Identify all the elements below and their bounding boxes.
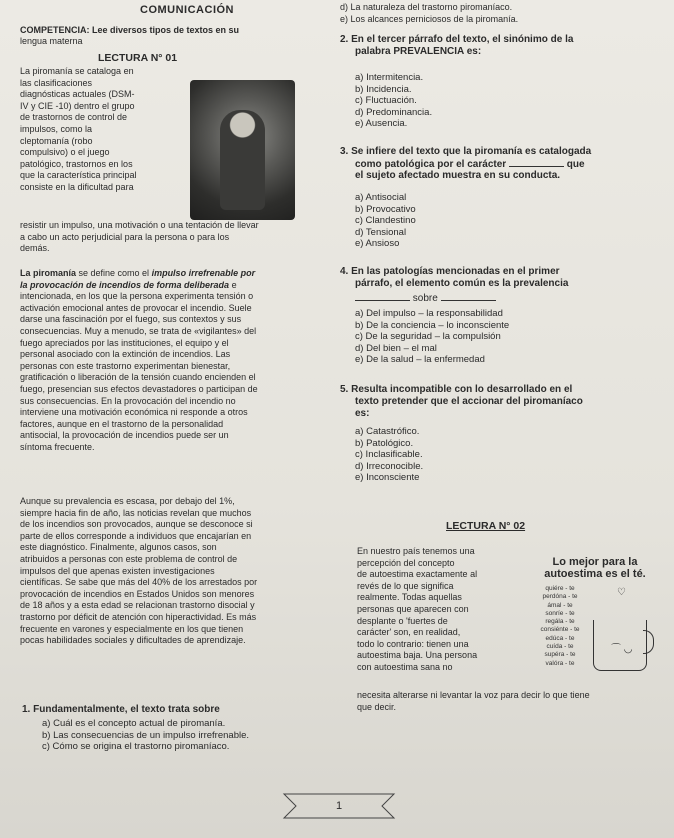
cup-word: consiénte - te	[540, 626, 580, 634]
l2-line: que decir.	[357, 701, 397, 712]
p2-line: activación emocional antes de provocar el incendio. Suele	[20, 302, 252, 313]
p2-line: antisocial, la provocación de incendios puede ser un	[20, 430, 229, 441]
cup-word: edúca - te	[545, 634, 575, 642]
p3-line: científicas. Se sabe que más del 40% de los arrestados por	[20, 577, 258, 588]
q2-option-c[interactable]: c) Fluctuación.	[355, 95, 417, 106]
lectura-2-body-bottom	[357, 690, 667, 713]
p2-line: fuego, presencian sus efectos devastadores o participan de	[20, 383, 258, 394]
subject-title: COMUNICACIÓN	[140, 4, 234, 16]
q3-option-d[interactable]: d) Tensional	[355, 226, 407, 238]
question-3-options	[355, 192, 416, 250]
p1-line: compulsivo) o el juego	[20, 147, 110, 158]
q3-option-a[interactable]: a) Antisocial	[355, 192, 407, 203]
q3-stem-que: que	[566, 159, 585, 170]
question-5-options	[355, 426, 423, 484]
cup-word: quiére - te	[545, 585, 575, 592]
p2-line: intencionada, en los que la persona experimenta tensión o	[20, 291, 254, 302]
lectura-1-p3	[20, 496, 320, 647]
q5-option-a[interactable]: a) Catastrófico.	[355, 426, 420, 437]
p2-line: consecuencias. Muy a menudo, se trata de «vigilantes» del	[20, 325, 257, 336]
q2-option-a[interactable]: a) Intermitencia.	[355, 72, 424, 83]
cup-word: valóra - te	[545, 659, 575, 667]
question-5-stem-2: texto pretender que el accionar del piromaníaco	[355, 396, 583, 407]
q1-option-a[interactable]: a) Cuál es el concepto actual de piromanía.	[42, 718, 226, 729]
q3-option-e[interactable]: e) Ansioso	[355, 238, 400, 249]
question-1-stem: 1. Fundamentalmente, el texto trata sobre	[22, 704, 220, 715]
q1-option-c[interactable]: c) Cómo se origina el trastorno piromaníaco.	[42, 741, 230, 752]
l2-line: carácter' son, en realidad,	[357, 627, 461, 638]
q2-option-b[interactable]: b) Incidencia.	[355, 83, 412, 95]
p2-line: síntoma frecuente.	[20, 441, 95, 452]
question-4-options	[355, 308, 509, 366]
p2-impulse: impulso irrefrenable por	[151, 268, 256, 278]
q4-blank-2[interactable]	[441, 292, 496, 301]
top-option-e[interactable]: e) Los alcances perniciosos de la piromanía.	[340, 14, 519, 24]
p2-first-line	[20, 268, 320, 280]
question-2-options	[355, 72, 432, 130]
p1-line: impulsos, como la	[20, 123, 93, 134]
p2-second-line	[20, 280, 320, 292]
p1-line: de trastornos de control de	[20, 112, 128, 123]
p2-line: personas con este trastorno experimentan bienestar,	[20, 360, 231, 371]
p3-line: siempre hacia fin de año, las noticias revelan que muchos	[20, 507, 252, 518]
lectura-1-p1-bottom	[20, 220, 320, 255]
smile-icon: ⌒ ◡	[611, 644, 633, 655]
p3-line: parte de ellos corresponde a individuos que encajarían en	[20, 530, 252, 541]
l2-line: con autoestima sana no	[357, 661, 453, 672]
cup-word: supéra - te	[544, 651, 576, 659]
child-fire-photo	[190, 80, 295, 220]
p2-line: gratificación o liberación de la tensión cuando encienden el	[20, 372, 256, 383]
p2-lead: La piromanía	[20, 268, 77, 278]
question-4-stem-3	[355, 292, 496, 305]
q5-option-c[interactable]: c) Inclasificable.	[355, 449, 423, 460]
cup-word: cuída - te	[546, 643, 574, 651]
page-number-box	[278, 790, 400, 822]
q3-answer-blank[interactable]	[509, 158, 564, 167]
heart-icon: ♡	[617, 587, 626, 598]
l2-line: de autoestima exactamente al	[357, 569, 478, 580]
q1-option-b[interactable]: b) Las consecuencias de un impulso irrefrenable.	[42, 729, 250, 741]
question-3-stem-1: 3. Se infiere del texto que la piromanía es catalogada	[340, 146, 592, 157]
competencia-text: COMPETENCIA: Lee diversos tipos de textos en su	[20, 25, 240, 35]
p3-line: trastorno por déficit de atención con hiperactividad. Es más	[20, 611, 257, 622]
q3-option-c[interactable]: c) Clandestino	[355, 215, 416, 226]
l2-line: todo lo contrario: tienen una	[357, 638, 469, 649]
p1-line: demás.	[20, 243, 50, 254]
p1-line: cleptomanía (robo	[20, 135, 93, 146]
cup-word: regála - te	[545, 618, 575, 626]
q2-option-e[interactable]: e) Ausencia.	[355, 118, 408, 129]
p3-line: de los incendios son provocados, aunque se desconoce si	[20, 519, 253, 530]
lectura-1-p1-top	[20, 66, 195, 194]
p3-line: Aunque su prevalencia es escasa, por debajo del 1%,	[20, 496, 235, 506]
q4-blank-1[interactable]	[355, 292, 410, 301]
p1-line: La piromanía se cataloga en	[20, 66, 134, 76]
q4-option-c[interactable]: c) De la seguridad – la compulsión	[355, 331, 501, 342]
p2-line: interviene una motivación económica ni responde a otros	[20, 407, 248, 418]
p3-line: de 18 años y a esta edad se relacionan trastorno disocial y	[20, 600, 255, 611]
l2-line: En nuestro país tenemos una	[357, 546, 475, 556]
q5-option-b[interactable]: b) Patológico.	[355, 437, 414, 449]
p3-line: atribuidos a personas con este problema de control de	[20, 553, 238, 564]
question-1-options	[42, 718, 249, 753]
p1-line: diagnósticas actuales (DSM-	[20, 89, 135, 100]
p2-mid: se define como el	[76, 268, 152, 278]
l2-line: personas que aparecen con	[357, 603, 469, 614]
p2-line: factores, aunque en el trastorno de la personalidad	[20, 418, 224, 429]
p3-line: impulsos del que apenas existen investigaciones	[20, 565, 215, 576]
question-2-stem-2: palabra PREVALENCIA es:	[355, 46, 482, 57]
p2-line: sus consecuencias. En la provocación del incendio no	[20, 395, 236, 406]
p1-line: que la característica principal	[20, 170, 137, 181]
p2-line: personal asociado con la extinción de incendios. Las	[20, 349, 231, 360]
l2-line: revés de lo que significa	[357, 580, 454, 591]
l2-line: necesita alterarse ni levantar la voz para decir lo que tiene	[357, 690, 590, 700]
question-4-stem-1: 4. En las patologías mencionadas en el primer	[340, 266, 560, 277]
question-5-stem-3: es:	[355, 408, 370, 419]
child-figure	[220, 110, 265, 210]
l2-line: autoestima baja. Una persona	[357, 650, 478, 661]
p3-line: frecuente en varones y especialmente en los que tienen	[20, 623, 244, 634]
p2-line: darse una fascinación por el fuego, sus contextos y sus	[20, 314, 242, 325]
page-number: 1	[335, 800, 343, 812]
top-option-d[interactable]: d) La naturaleza del trastorno piromaníaco.	[340, 2, 513, 12]
q2-option-d[interactable]: d) Predominancia.	[355, 106, 433, 118]
lectura-1-title: LECTURA N° 01	[98, 52, 178, 64]
p2-line: fuego apreciados por las instituciones, el equipo y el	[20, 337, 229, 348]
p3-line: pocas habilidades sociales y dificultades de aprendizaje.	[20, 635, 246, 646]
l2-line: desplante o 'fuertes de	[357, 615, 448, 626]
p1-line: IV y CIE -10) dentro el grupo	[20, 100, 135, 111]
q4-option-b[interactable]: b) De la conciencia – lo inconsciente	[355, 319, 510, 331]
q5-option-d[interactable]: d) Irreconocible.	[355, 460, 424, 472]
p1-line: resistir un impulso, una motivación o una tentación de llevar	[20, 220, 259, 230]
lectura-2-body	[357, 546, 522, 674]
q3-option-b[interactable]: b) Provocativo	[355, 203, 416, 215]
lectura-1-p2	[20, 268, 320, 454]
p2-after: e	[229, 279, 237, 290]
competencia-label	[20, 25, 239, 37]
p3-line: este diagnóstico. Finalmente, algunos casos, son	[20, 542, 217, 553]
question-5-stem-1: 5. Resulta incompatible con lo desarrollado en el	[340, 384, 573, 395]
question-4-stem-2: párrafo, el elemento común es la prevalencia	[355, 278, 569, 289]
q4-option-d[interactable]: d) Del bien – el mal	[355, 342, 437, 354]
l2-line: percepción del concepto	[357, 557, 455, 568]
p2-line2: la provocación de incendios de forma deliberada	[20, 279, 230, 290]
autoestima-box-title: Lo mejor para la autoestima es el té.	[544, 556, 646, 580]
l2-line: realmente. Todas aquellas	[357, 592, 462, 603]
cup-word-list	[525, 585, 595, 668]
p3-line: provocación de incendios en Estados Unidos son menores	[20, 588, 255, 599]
q4-sobre: sobre	[412, 293, 438, 304]
question-2-stem-1: 2. En el tercer párrafo del texto, el sinónimo de la	[340, 34, 574, 45]
lectura-2-title: LECTURA N° 02	[446, 520, 526, 532]
p1-line: patológico, trastornos en los	[20, 158, 133, 169]
lengua-label: lengua materna	[20, 36, 83, 46]
q3-stem-text: como patológica por el carácter	[355, 159, 507, 170]
p1-line: consiste en la dificultad para	[20, 181, 134, 192]
tea-cup-illustration	[525, 585, 655, 690]
q4-option-e[interactable]: e) De la salud – la enfermedad	[355, 354, 485, 365]
q4-option-a[interactable]: a) Del impulso – la responsabilidad	[355, 308, 503, 319]
q5-option-e[interactable]: e) Inconsciente	[355, 472, 420, 483]
question-3-stem-3: el sujeto afectado muestra en su conducta.	[355, 170, 561, 181]
cup-word: perdóna - te	[542, 593, 578, 601]
p1-line: a cabo un acto perjudicial para la persona o para los	[20, 231, 230, 242]
p1-line: las clasificaciones	[20, 77, 93, 88]
cup-word: ámal - te	[547, 601, 573, 609]
cup-handle-icon	[643, 630, 654, 654]
cup-word: sonríe - te	[545, 609, 575, 617]
